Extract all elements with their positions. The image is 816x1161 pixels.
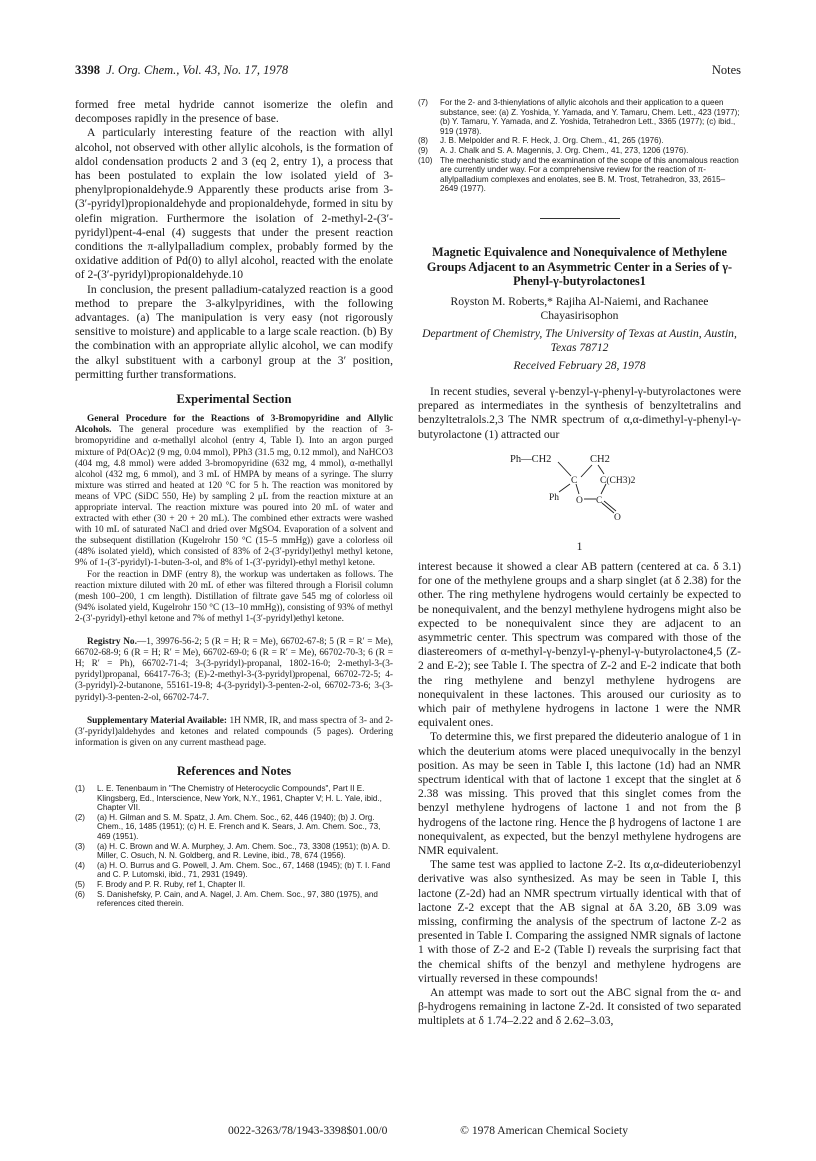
note-text: The mechanistic study and the examination of the scope of this anomalous reaction are currently under way. For a comprehensive review for the reaction of π-allylpalladium complexes and enolates, see B. M. Trost, Tetrahedron, 33, 2615–2649 (1977). [440,155,739,194]
structure-cme2-label: C(CH3)2 [600,475,636,486]
notes-list [418,98,741,194]
structure-ring-oxygen-label: O [576,495,583,506]
running-header [75,63,741,81]
body-paragraph: An attempt was made to sort out the ABC signal from the α- and β-hydrogens remaining in lactone Z-2d. It consisted of two separated multiplets at δ 1.74–2.22 and δ 2.62–3.03, [418,986,741,1028]
structure-ch2-label: CH2 [590,453,610,465]
note-item [418,146,741,156]
structure-c-label: C [571,475,578,486]
reference-number: (5) [75,880,85,890]
article-divider [540,218,620,219]
experimental-paragraph [75,414,393,569]
experimental-section-title: Experimental Section [176,392,292,407]
reference-list [75,784,393,909]
page-footer [228,1124,628,1140]
copyright-notice: © 1978 American Chemical Society [460,1124,628,1137]
author-list: Royston M. Roberts,* Rajiha Al-Naiemi, and Rachanee Chayasirisophon [450,294,709,322]
reference-number: (2) [75,812,85,822]
article-code: 0022-3263/78/1943-3398$01.00/0 [228,1124,388,1137]
structure-ph-ch2-label: Ph—CH2 [510,453,552,465]
compound-number: 1 [576,539,583,553]
chemical-structure-1 [418,448,741,536]
experimental-body [75,414,393,749]
experimental-paragraph: For the reaction in DMF (entry 8), the workup was undertaken as follows. The reaction mixture diluted with 20 mL of ether was filtered through a Florisil column (mesh 100–200, 1 cm length). Distillation of filtrate gave 545 mg of colorless oil (94% isolated yield, Kugelrohr 150 °C (13–10 mmHg)), consisting of 93% of methyl 2-(3′-pyridyl)-ethyl ketone and 7% of methyl 1-(3′-pyridyl)ethyl ketone. [75,569,393,624]
experimental-text: The general procedure was exemplified by the reaction of 3-bromopyridine and α-methallyl alcohol (entry 4, Table I). Into an argon purged mixture of Pd(OAc)2 (9 mg, 0.04 mmol), PPh3 (31.5 mg, 0.12 mmol), and NaHCO3 (404 mg, 4.8 mmol) were added 3-bromopyridine (632 mg, 4 mmol), α-methallyl alcohol (432 mg, 6 mmol), and 3 mL of HMPA by means of a syringe. The slurry mixture was stirred and heated at 120 °C for 5 h. The reaction was monitored by means of VPC (SiDC 550, He) by sampling 2 μL from the reaction mixture at an appropriate interval. The reaction mixture was poured into 20 mL of water and extracted with ether (30 + 20 + 20 mL). The combined ether extracts were washed with 10 mL of saturated NaCl and dried over MgSO4. Evaporation of a solvent and the subsequent distillation (Kugelrohr 150 °C (15–5 mmHg)) gave a colorless oil (48% isolated yield), which consisted of 83% of 2-(3′-pyridyl)ethyl methyl ketone, 9% of 1-(3′-pyridyl)-1-buten-3-ol, and 8% of 1-(3′-pyridyl)-ethyl methyl ketone. [75,425,393,569]
author-affiliation: Department of Chemistry, The University of Texas at Austin, Austin, Texas 78712 [422,326,737,354]
reference-item [75,842,393,861]
reference-text: (a) H. Gilman and S. M. Spatz, J. Am. Chem. Soc., 62, 446 (1940); (b) J. Org. Chem., 16, 1485 (1951); (c) H. E. French and K. Sears, J. Am. Chem. Soc., 73, 469 (1951). [97,812,381,842]
received-date: Received February 28, 1978 [513,358,646,372]
note-text: A. J. Chalk and S. A. Magennis, J. Org. Chem., 41, 273, 1206 (1976). [440,145,689,155]
right-column [418,98,741,1029]
supplementary-label: Supplementary Material Available: [87,715,228,726]
note-item [418,136,741,146]
note-text: For the 2- and 3-thienylations of allylic alcohols and their application to a queen substance, see: (a) Z. Yoshida, Y. Yamada, and Y. Tamaru, Chem. Lett., 423 (1977); (b) Y. Tamaru, Y. Yamada, and Z. Yoshida, Tetrahedron Lett., 3365 (1977); (c) ibid., 919 (1978). [440,98,740,136]
structure-carbonyl-oxygen-label: O [614,512,621,523]
note-number: (10) [418,155,433,165]
note-number: (9) [418,145,428,155]
reference-number: (1) [75,784,85,794]
registry-numbers [75,637,393,704]
structure-carbonyl-carbon-label: C [596,495,603,506]
registry-text: —1, 39976-56-2; 5 (R = H; R = Me), 66702-67-8; 5 (R = R′ = Me), 66702-68-9; 6 (R = H; R′ = Me), 66702-69-0; 6 (R = R′ = Me), 66702-70-3; 6 (R = H; R′ = Ph), 66702-71-4; 3-(3-pyridyl)-propanal, 1802-16-0; 2-methyl-3-(3-pyridyl)propanal, 66417-76-3; (E)-2-methyl-3-(3-pyridyl)propenal, 66702-72-5; 4-(3-pyridyl)-2-butanone, 55161-19-8; 4-(3-pyridyl)-3-penten-2-ol, 66702-73-6; 3-(3-pyridyl)-3-penten-2-ol, 66702-74-7. [75,637,394,703]
page-number: 3398 [75,63,100,77]
page-number-and-journal [75,63,288,78]
lactone-structure-drawing [418,448,741,536]
reference-text: (a) H. C. Brown and W. A. Murphey, J. Am. Chem. Soc., 73, 3308 (1951); (b) A. D. Miller, C. Osuch, N. N. Goldberg, and R. Levine, ibid., 78, 674 (1956). [97,841,391,861]
reference-item [75,813,393,842]
article-title: Magnetic Equivalence and Nonequivalence of Methylene Groups Adjacent to an Asymmetric Center in a Series of γ-Phenyl-γ-butyrolactones1 [426,244,733,289]
reference-number: (4) [75,860,85,870]
note-item [418,156,741,194]
reference-text: S. Danishefsky, P. Cain, and A. Nagel, J. Am. Chem. Soc., 97, 380 (1975), and references cited therein. [97,889,378,909]
structure-ph-label: Ph [549,492,560,503]
journal-citation: J. Org. Chem., Vol. 43, No. 17, 1978 [106,63,289,77]
body-paragraph: The same test was applied to lactone Z-2. Its α,α-dideuteriobenzyl derivative was also synthesized. As may be seen in Table I, this lactone (Z-2d) had an NMR spectrum virtually identical with that of lactone Z-2 except that the AB signal at δA 3.20, δB 3.09 was missing, confirming the analysis of the spectrum of lactone Z-2 as presented in Table I. Comparing the assigned NMR signals of lactone 1 with those of Z-2 and E-2 (Table I) reveals the surprising fact that the chemical shifts of the benzyl and methylene hydrogens are virtually reversed in these compounds! [418,858,741,985]
registry-label: Registry No. [87,637,137,648]
body-paragraph: formed free metal hydride cannot isomerize the olefin and decomposes rapidly in the presence of base. [75,98,393,126]
reference-number: (3) [75,841,85,851]
note-number: (8) [418,136,428,146]
body-paragraph: interest because it showed a clear AB pattern (centered at ca. δ 3.1) for one of the methylene groups and a sharp singlet (at δ 2.38) for the other. The ring methylene hydrogens would certainly be expected to be nonequivalent, and the benzyl methylene hydrogens might also be expected to be nonequivalent since they are adjacent to an asymmetric center. This spectrum was compared with those of the diastereomers of α-methyl-γ-benzyl-γ-phenyl-γ-butyrolactone4,5 (Z-2 and E-2); see Table I. The spectra of Z-2 and E-2 indicate that both the ring methylene and benzyl methylene hydrogens are nonequivalent in these lactones. This aroused our curiosity as to which pair of methylene hydrogens in lactone 1 were the NMR equivalent ones. [418,559,741,730]
references-title: References and Notes [176,763,292,778]
reference-item [75,784,393,813]
reference-text: L. E. Tenenbaum in "The Chemistry of Heterocyclic Compounds", Part II E. Klingsberg, Ed., Interscience, New York, N.Y., 1961, Chapter V; H. L. Yale, ibid., Chapter VII. [97,784,382,813]
note-number: (7) [418,98,428,107]
body-paragraph: In conclusion, the present palladium-catalyzed reaction is a good method to prepare the 3-alkylpyridines, with the following advantages. (a) The manipulation is very easy (not rigorously sensitive to moisture) and applicable to a large scale reaction. (b) By the combination with an appropriate allylic alcohol, we can modify the alkyl substituent with a carbonyl group at the 3′ position, permitting further transformations. [75,282,393,381]
section-label: Notes [711,63,741,77]
body-paragraph: To determine this, we first prepared the dideuterio analogue of 1 in which the deuterium atoms were placed unequivocally in the benzyl position. As may be seen in Table I, this lactone (1d) had an NMR spectrum identical with that of lactone 1 except that the singlet at δ 2.38 was missing. This proved that this singlet comes from the benzyl methylene hydrogens of lactone 1 and not from the β hydrogens of the lactone ring. Hence the β hydrogens of lactone 1 are nonequivalent, as expected, but the benzyl methylene hydrogens are NMR equivalent. [418,730,742,857]
reference-item [75,880,393,890]
reference-text: (a) H. O. Burrus and G. Powell, J. Am. Chem. Soc., 67, 1468 (1945); (b) T. I. Fand and C. P. Lutomski, ibid., 71, 2931 (1949). [97,860,391,880]
reference-item [75,890,393,909]
note-item [418,98,741,136]
experimental-subheading: General Procedure for the Reactions of 3-Bromopyridine and Allylic Alcohols. [75,414,393,436]
reference-item [75,861,393,880]
body-paragraph: A particularly interesting feature of the reaction with allyl alcohol, not observed with other allylic alcohols, is the formation of aldol condensation products 2 and 3 (eq 2, entry 1), a process that has been postulated to explain the low isolated yield of 3-phenylpropionaldehyde.9 Apparently these products arise from 3-(3′-pyridyl)propionaldehyde and propionaldehyde, formed in situ by olefin migration. Furthermore the isolation of 2-methyl-2-(3′-pyridyl)pent-4-enal (4) suggests that under the present reaction conditions the π-allylpalladium complex, probably formed by the oxidative addition of Pd(0) to allyl alcohol, reacted with the enolate of 2-(3′-pyridyl)propionaldehyde.10 [75,126,393,282]
body-paragraph: In recent studies, several γ-benzyl-γ-phenyl-γ-butyrolactones were prepared as intermediates in the synthesis of benzyltetralins and benzyltetralols.2,3 The NMR spectrum of α,α-dimethyl-γ-phenyl-γ-butyrolactone (1) attracted our [418,384,741,441]
reference-text: F. Brody and P. R. Ruby, ref 1, Chapter II. [97,880,246,890]
left-column [75,98,393,909]
supplementary-material [75,716,393,749]
note-text: J. B. Melpolder and R. F. Heck, J. Org. Chem., 41, 265 (1976). [440,136,664,146]
supplementary-text: 1H NMR, IR, and mass spectra of 3- and 2-(3′-pyridyl)aldehydes and ketones and related compounds (5 pages). Ordering information is given on any current masthead page. [75,715,393,748]
reference-number: (6) [75,889,85,899]
structure-bonds [558,462,616,513]
